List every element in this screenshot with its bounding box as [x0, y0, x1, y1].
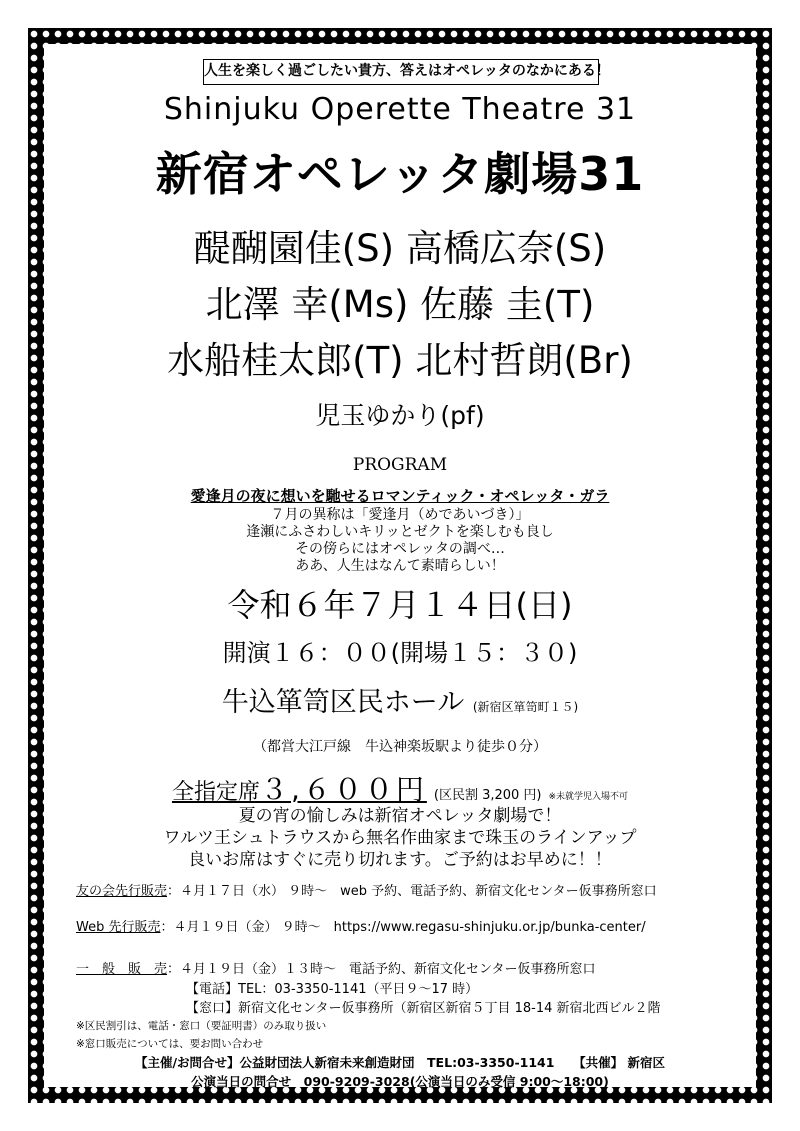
sale-web [76, 916, 646, 935]
concert-time: 開演１６：００(開場１５：３０) [222, 639, 578, 667]
sale-detail: ：４月１７日（水） ９時～ web 予約、電話予約、新宿文化センター仮事務所窓口 [167, 884, 657, 899]
price-discount: (区民割 3,200 円) [433, 788, 542, 803]
cast-line-3: 水船桂太郎(T) 北村哲朗(Br) [167, 339, 633, 382]
program-title: 愛逢月の夜に想いを馳せるロマンティック・オペレッタ・ガラ [190, 487, 610, 505]
cast-line-1: 醍醐園佳(S) 高橋広奈(S) [193, 227, 607, 270]
english-title: Shinjuku Operette Theatre 31 [163, 92, 637, 127]
venue-access: （都営大江戸線 牛込神楽坂駅より徒歩０分） [253, 739, 547, 755]
note-window: ※窓口販売については、要お問い合わせ [76, 1038, 264, 1050]
pitch-line: 夏の宵の愉しみは新宿オペレッタ劇場で！ [238, 806, 562, 826]
venue-name: 牛込箪笥区民ホール [221, 687, 465, 718]
sale-general [76, 958, 596, 977]
program-heading: PROGRAM [352, 455, 448, 475]
price-note: ※未就学児入場不可 [548, 792, 629, 802]
sale-label: 一 般 販 売 [76, 962, 168, 977]
contact-window: 【窓口】新宿文化センター仮事務所（新宿区新宿５丁目 18-14 新宿北西ビル２階 [186, 1001, 661, 1016]
concert-date: 令和６年７月１４日(日) [227, 586, 573, 624]
note-discount: ※区民割引は、電話・窓口（要証明書）のみ取り扱い [76, 1020, 327, 1032]
sale-label: Web 先行販売 [76, 920, 161, 935]
japanese-title: 新宿オペレッタ劇場31 [155, 147, 645, 201]
program-line: その傍らにはオペレッタの調べ… [295, 541, 505, 557]
program-line: ７月の異称は「愛逢月（めであいづき）」 [270, 507, 530, 523]
sale-fan-club [76, 880, 657, 899]
venue [0, 680, 800, 719]
price-label: 全指定席３,６００円 [171, 773, 427, 806]
tagline-box: 人生を楽しく過ごしたい貴方、答えはオペレッタのなかにある！ [203, 59, 599, 85]
pitch-line: 良いお席はすぐに売り切れます。ご予約はお早めに！！ [188, 850, 612, 870]
program-line: ああ、人生はなんて素晴らしい！ [295, 558, 505, 574]
program-line: 逢瀬にふさわしいキリッとゼクトを楽しむも良し [246, 524, 554, 540]
cast-line-2: 北澤 幸(Ms) 佐藤 圭(T) [205, 283, 595, 326]
footer-organizer: 【主催/お問合せ】公益財団法人新宿未来創造財団 TEL:03-3350-1141 【共催】 新宿区 [134, 1055, 666, 1070]
sale-detail: ：４月１９日（金）１３時～ 電話予約、新宿文化センター仮事務所窓口 [167, 962, 596, 977]
footer-day-contact: 公演当日の問合せ 090-9209-3028(公演当日のみ受信 9:00～18:00) [191, 1074, 609, 1089]
pitch-line: ワルツ王シュトラウスから無名作曲家まで珠玉のラインアップ [163, 828, 637, 848]
sale-label: 友の会先行販売 [76, 884, 168, 899]
venue-address: (新宿区箪笥町１５) [472, 700, 579, 714]
sale-detail: ：４月１９日（金） ９時～ https://www.regasu-shinjuku.or.jp/bunka-center/ [160, 920, 646, 935]
pianist: 児玉ゆかり(pf) [315, 401, 485, 430]
contact-phone: 【電話】TEL：03-3350-1141（平日９～17 時） [186, 982, 479, 997]
price-amount: ３,６００円 [259, 773, 427, 806]
